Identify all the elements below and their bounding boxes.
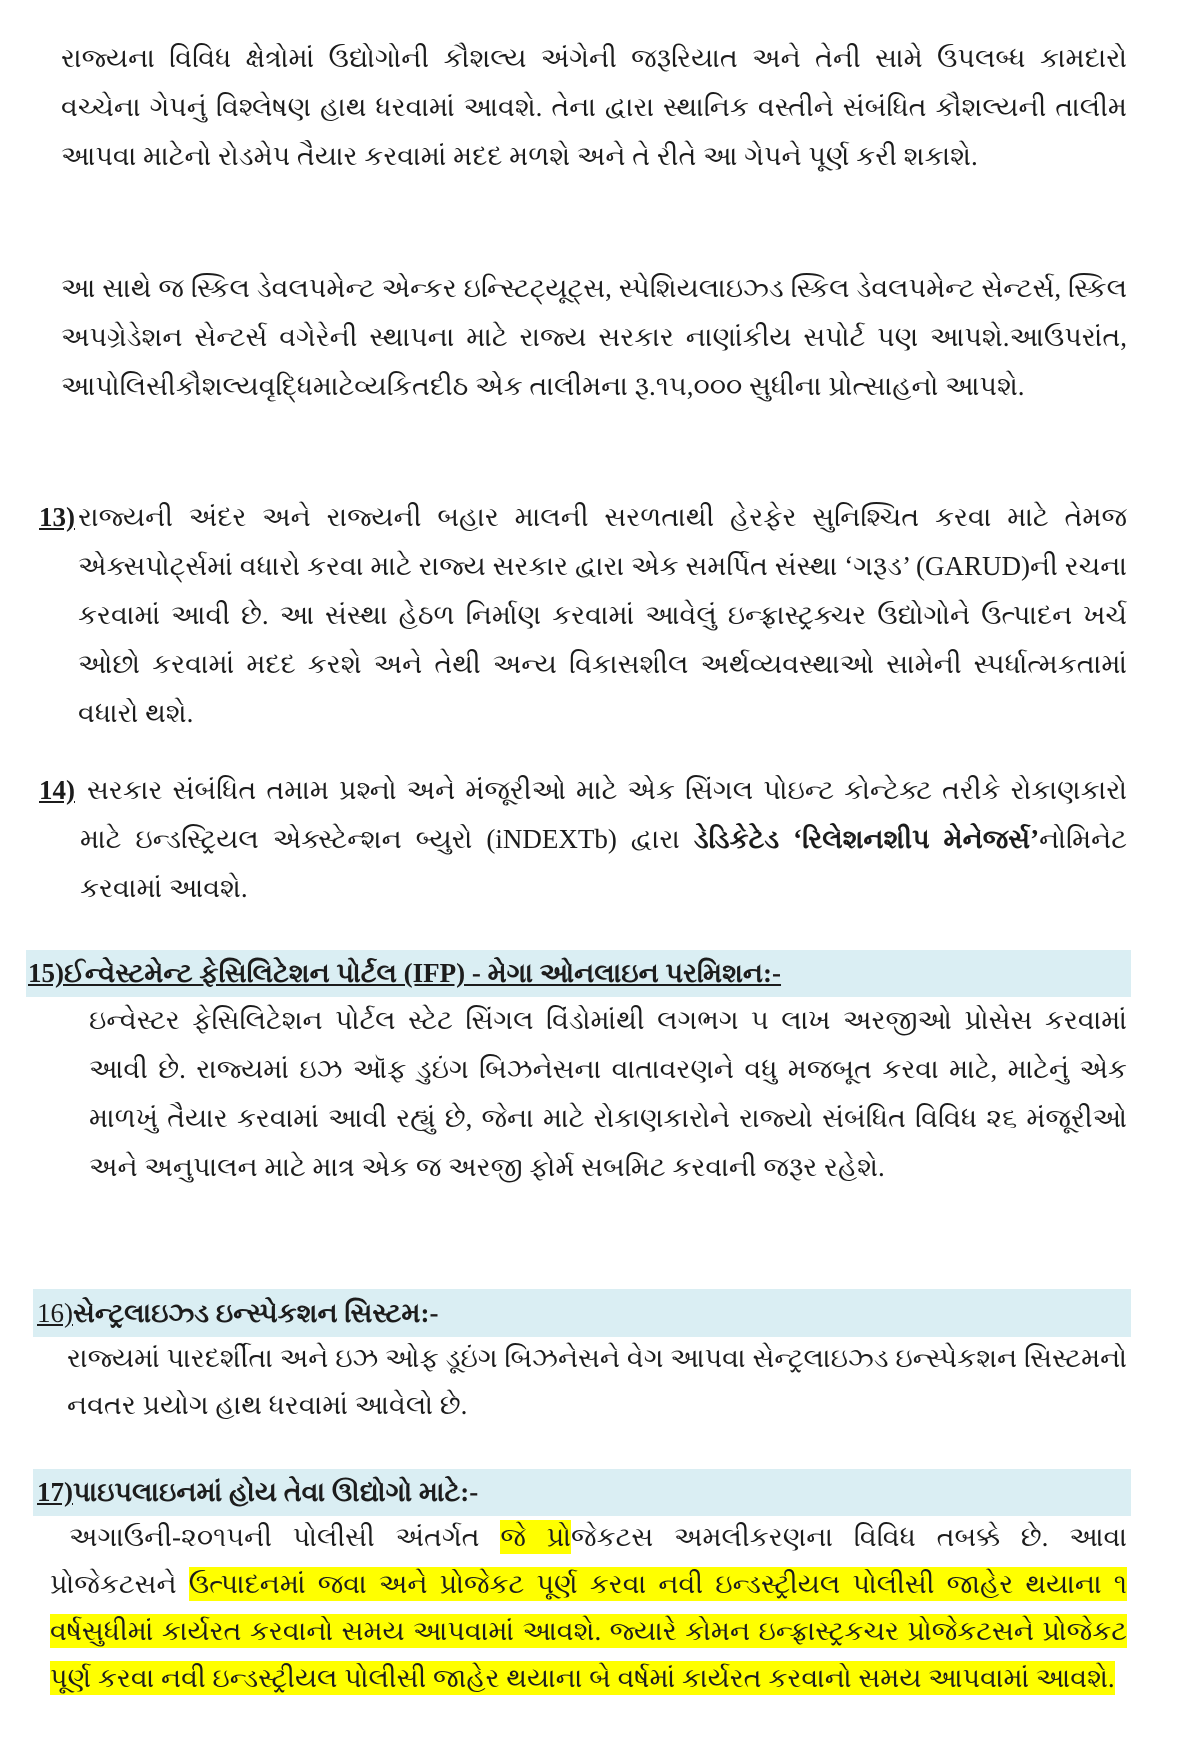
item-17-highlighted-text: જે પ્રો (500, 1522, 571, 1552)
item-17-heading (33, 1469, 1131, 1516)
item-15-heading (26, 950, 1131, 997)
paragraph-text: રાજ્યના વિવિધ ક્ષેત્રોમાં ઉદ્યોગોની કૌશલ્ય અંગેની જરૂરિયાત અને તેની સામે ઉપલબ્ધ કામદારો વચ્ચેના ગેપનું વિશ્લેષણ હાથ ધરવામાં આવશે. તેના દ્વારા સ્થાનિક વસ્તીને સંબંધિત કૌશલ્યની તાલીમ આપવા માટેનો રોડમેપ તૈયાર કરવામાં મદદ મળશે અને તે રીતે આ ગેપને પૂર્ણ કરી શકાશે. (61, 43, 1127, 171)
item-14-body-start: સરકાર સંબંધિત તમામ પ્રશ્નો અને મંજૂરીઓ માટે એક સિંગલ પોઇન્ટ કોન્ટેક્ટ તરીકે રોકાણકારો માટે ઇન્ડસ્ટ્રિયલ એક્સ્ટેન્શન બ્યુરો (iNDEXTb) દ્વારા (80, 775, 1127, 854)
paragraph-skill-institutes-support (61, 264, 1127, 411)
paragraph-skill-gap-analysis (61, 34, 1127, 181)
item-13-body: રાજ્યની અંદર અને રાજ્યની બહાર માલની સરળતાથી હેરફેર સુનિશ્ચિત કરવા માટે તેમજ એક્સપોર્ટ્સમાં વધારો કરવા માટે રાજ્ય સરકાર દ્વારા એક સમર્પિત સંસ્થા ‘ગરૂડ’ (GARUD)ની રચના કરવામાં આવી છે. આ સંસ્થા હેઠળ નિર્માણ કરવામાં આવેલું ઇન્ફ્રાસ્ટ્રક્ચર ઉદ્યોગોને ઉત્પાદન ખર્ચ ઓછો કરવામાં મદદ કરશે અને તેથી અન્ય વિકાસશીલ અર્થવ્યવસ્થાઓ સામેની સ્પર્ધાત્મકતામાં વધારો થશે. (78, 502, 1127, 728)
item-16-text (67, 1335, 1127, 1429)
item-16-body: રાજ્યમાં પારદર્શીતા અને ઇઝ ઓફ ડૂઇંગ બિઝનેસને વેગ આપવા સેન્ટ્રલાઇઝ્ડ ઇન્સ્પેકશન સિસ્ટમનો નવતર પ્રયોગ હાથ ધરવામાં આવેલો છે. (67, 1343, 1127, 1420)
item-17-text (50, 1514, 1127, 1702)
item-15-title: ઈન્વેસ્ટમેન્ટ ફેસિલિટેશન પોર્ટલ (IFP) - મેગા ઓનલાઇન પરમિશન:- (64, 958, 782, 988)
paragraph-text: આ સાથે જ સ્કિલ ડેવલપમેન્ટ એન્કર ઇન્સ્ટિટ્યૂટ્સ, સ્પેશિયલાઇઝ્ડ સ્કિલ ડેવલપમેન્ટ સેન્ટર્સ, સ્કિલ અપગ્રેડેશન સેન્ટર્સ વગેરેની સ્થાપના માટે રાજ્ય સરકાર નાણાંકીય સપોર્ટ પણ આપશે.આઉપરાંત, આપોલિસીકૌશલ્યવૃદ્ધિમાટેવ્યકિતદીઠ એક તાલીમના રૂ.૧૫,૦૦૦ સુધીના પ્રોત્સાહનો આપશે. (61, 273, 1127, 401)
item-16-title: સેન્ટ્રલાઇઝ્ડ ઇન્સ્પેકશન સિસ્ટમ:- (73, 1298, 439, 1328)
item-14-text (80, 766, 1127, 913)
item-17-body-part: અગાઉની-૨૦૧૫ની પોલીસી અંતર્ગત (69, 1522, 501, 1552)
item-13-number: 13) (39, 502, 75, 532)
item-15-heading-text (28, 958, 781, 988)
item-17-body-part: જેકટસ અમલીકરણના વિવિધ તબક્કે છે. આવા પ્રોજેકટસને (50, 1522, 1127, 1599)
item-14-number: 14) (39, 775, 75, 805)
item-15-number: 15) (28, 958, 64, 988)
item-16-heading (33, 1289, 1131, 1337)
item-14-relationship-managers: ડેડિકેટેડ ‘રિલેશનશીપ મેનેજર્સ’ (693, 824, 1040, 854)
item-17-number: 17) (37, 1477, 73, 1507)
item-15-body: ઇન્વેસ્ટર ફેસિલિટેશન પોર્ટલ સ્ટેટ સિંગલ વિંડોમાંથી લગભગ ૫ લાખ અરજીઓ પ્રોસેસ કરવામાં આવી છે. રાજ્યમાં ઇઝ ઑફ ડુઇંગ બિઝનેસના વાતાવરણને વધુ મજબૂત કરવા માટે, માટેનું એક માળખું તૈયાર કરવામાં આવી રહ્યું છે, જેના માટે રોકાણકારોને રાજ્યો સંબંધિત વિવિધ ૨૬ મંજૂરીઓ અને અનુપાલન માટે માત્ર એક જ અરજી ફોર્મ સબમિટ કરવાની જરૂર રહેશે. (89, 1005, 1127, 1182)
item-16-number: 16) (37, 1298, 73, 1328)
item-17-highlighted-text: ઉત્પાદનમાં જવા અને પ્રોજેકટ પૂર્ણ કરવા નવી ઇન્ડસ્ટ્રીયલ પોલીસી જાહેર થયાના ૧ વર્ષસુધીમાં કાર્યરત કરવાનો સમય આપવામાં આવશે. જ્યારે કોમન ઇન્ફ્રાસ્ટ્રકચર પ્રોજેકટસને પ્રોજેકટ પૂર્ણ કરવા નવી ઇન્ડસ્ટ્રીયલ પોલીસી જાહેર થયાના બે વર્ષમાં કાર્યરત કરવાનો સમય આપવામાં આવશે. (50, 1569, 1127, 1693)
item-13-text (78, 493, 1127, 738)
item-14-body-end: નોમિનેટ કરવામાં આવશે. (80, 824, 1127, 903)
item-17-title: પાઇપલાઇનમાં હોય તેવા ઊદ્યોગો માટે:- (73, 1477, 479, 1507)
item-15-text (89, 996, 1127, 1192)
